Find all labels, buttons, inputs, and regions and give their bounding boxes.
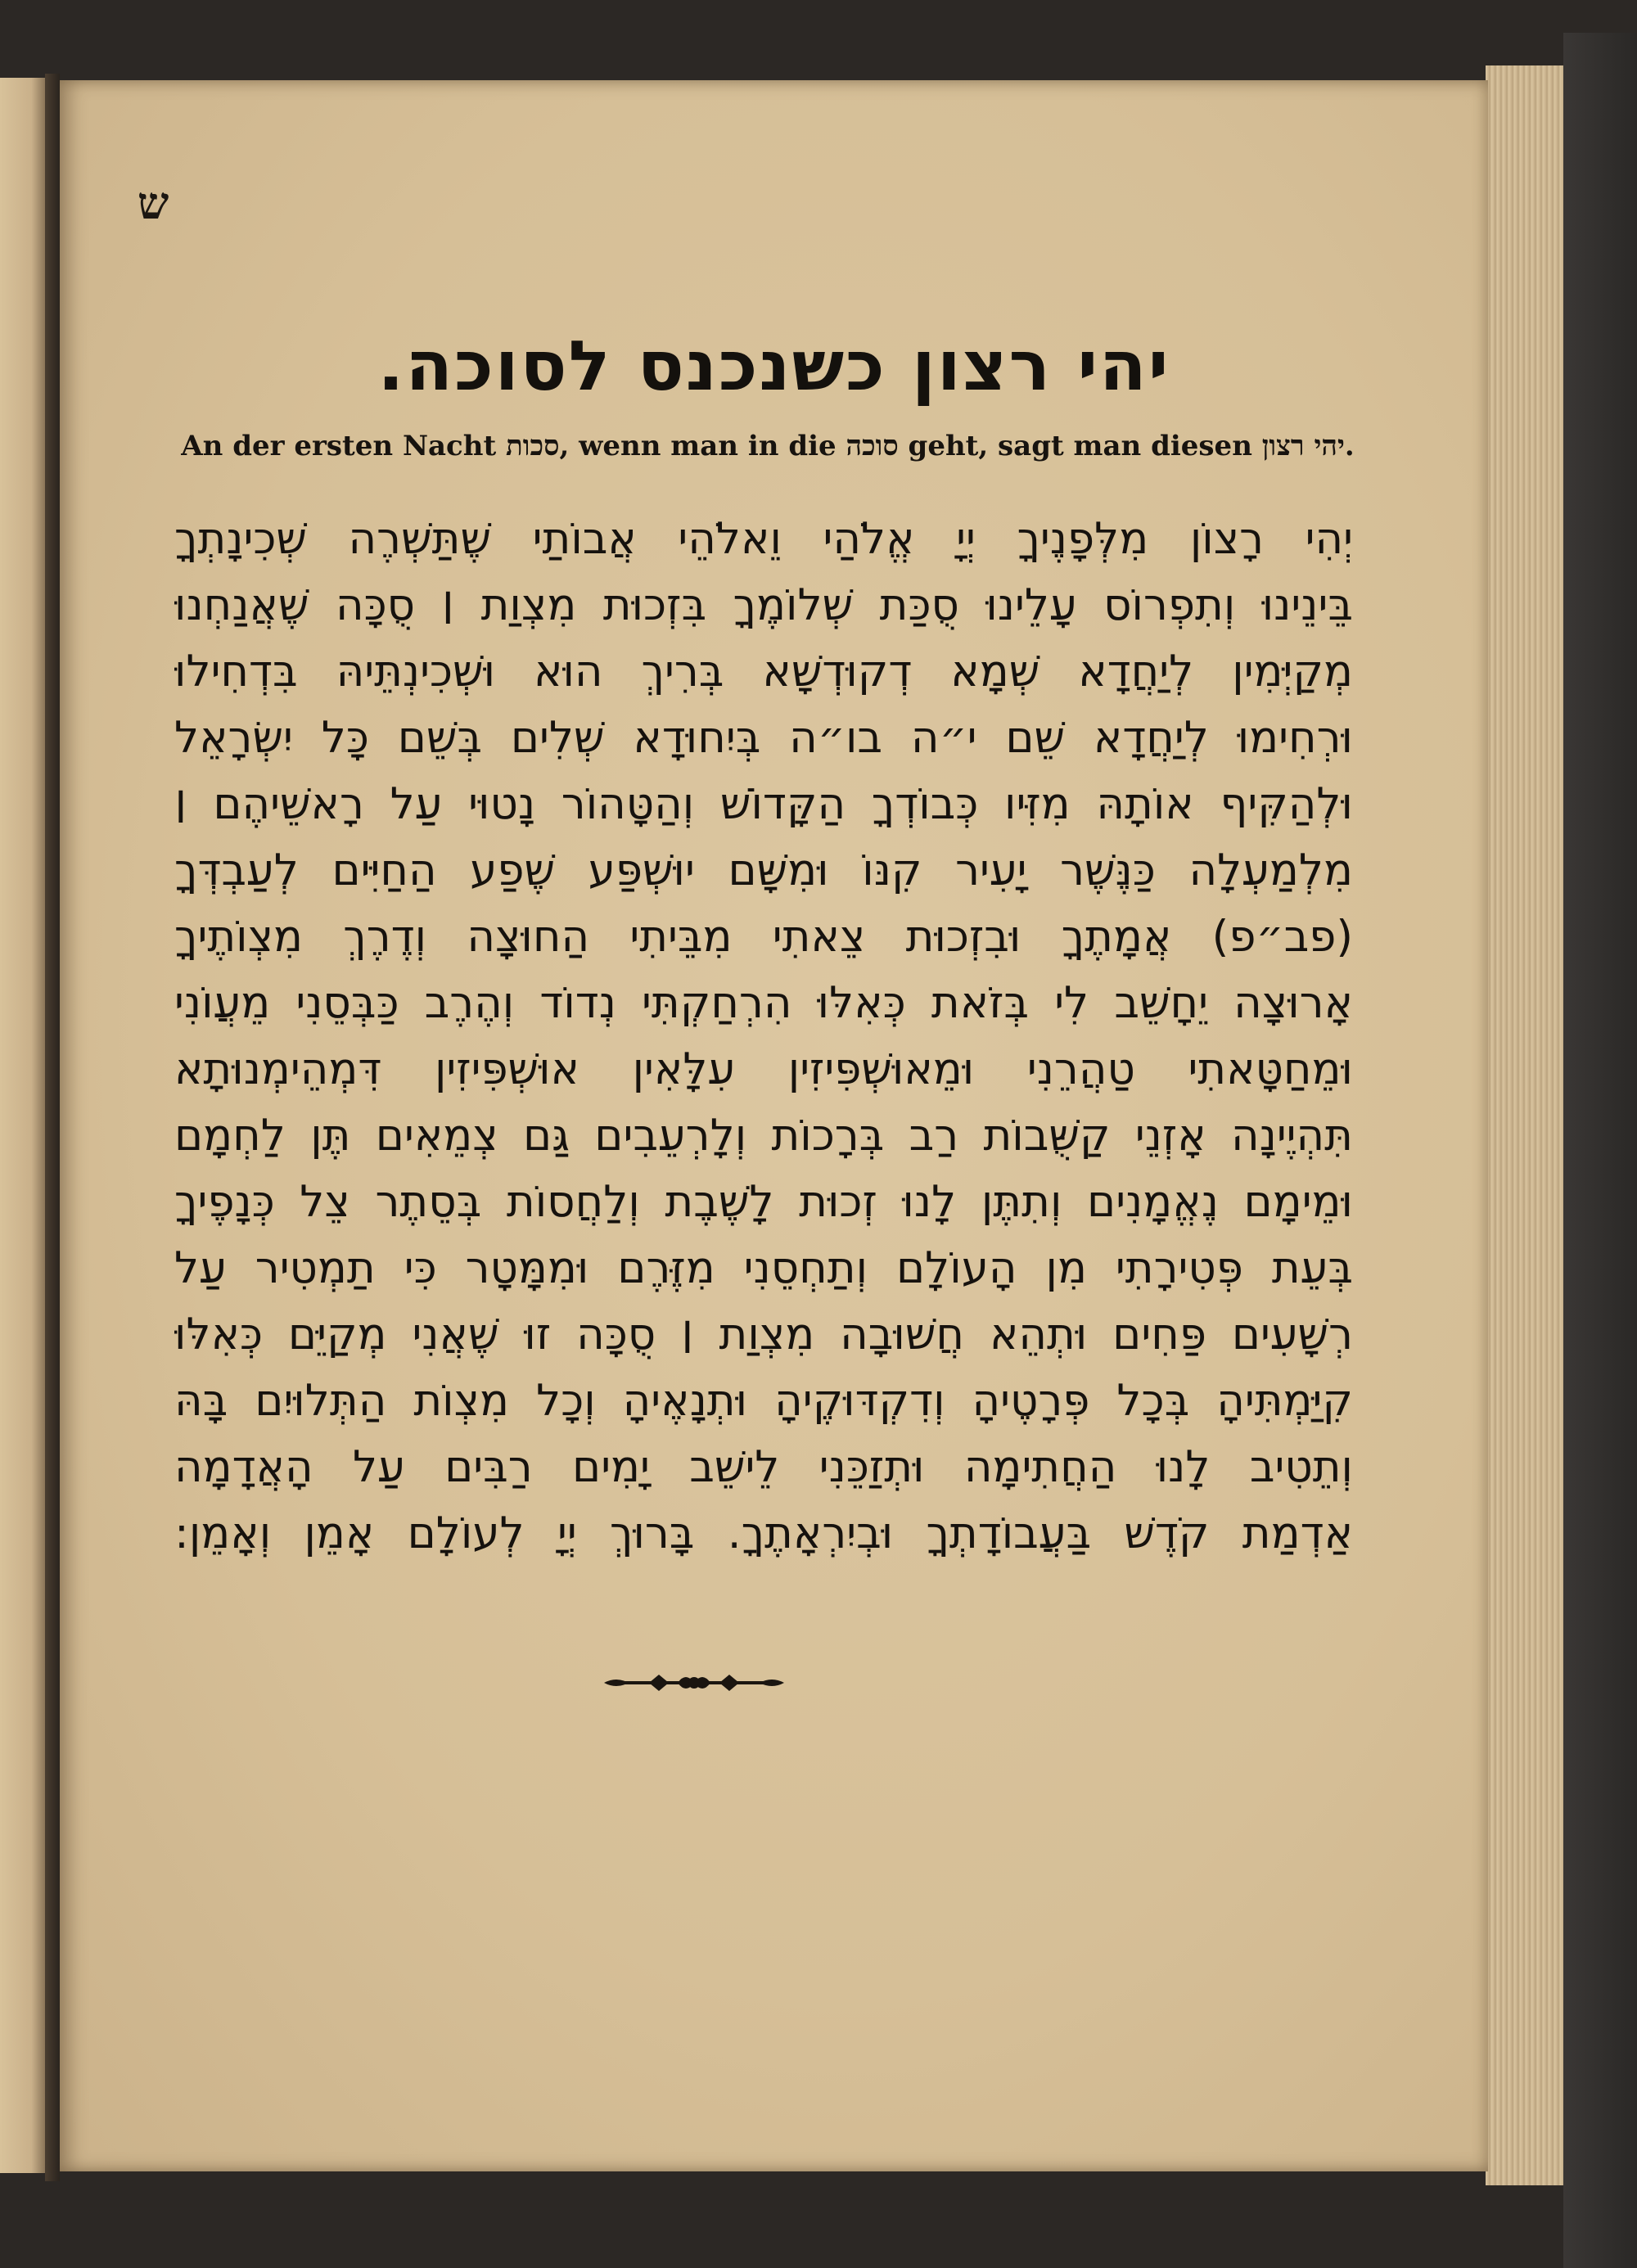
prayer-line: וּרְחִימוּ לְיַחֲדָא שֵׁם י״ה בו״ה בְּיִחוּדָא שְׁלִים בְּשֵׁם כָּל יִשְׂרָאֵל — [174, 713, 1353, 763]
prayer-line: רְשָׁעִים פַּחִים וּתְהֵא חֲשׁוּבָה מִצְוַת ׀ סֻכָּה זוּ שֶׁאֲנִי מְקַיֵּם כְּאִלּוּ — [174, 1310, 1353, 1359]
prayer-line: בְּעֵת פְּטִירָתִי מִן הָעוֹלָם וְתַחְסֵנִי מִזֶּרֶם וּמִמָּטָר כִּי תַמְטִיר עַל — [174, 1243, 1353, 1293]
decorative-ornament-icon — [600, 1666, 788, 1699]
prayer-line: (פב״פ) אֲמָתֶךָ וּבִזְכוּת צֵאתִי מִבֵּיתִי הַחוּצָה וְדֶרֶךְ מִצְוֹתֶיךָ — [174, 912, 1353, 962]
prayer-line: מִלְמַעְלָה כַּנֶּשֶׁר יָעִיר קִנּוֹ וּמִשָּׁם יוּשְׁפַּע שֶׁפַע הַחַיִּים לְעַבְדְּךָ — [174, 845, 1353, 895]
page-number: ש — [138, 177, 169, 229]
prayer-line: אָרוּצָה יֵחָשֵׁב לִי בְּזֹאת כְּאִלּוּ הִרְחַקְתִּי נְדוֹד וְהֶרֶב כַּבְּסֵנִי מֵעֲוֹנִי — [174, 978, 1353, 1028]
german-instruction: An der ersten Nacht סכות, wenn man in die סוכה geht, sagt man diesen יהי רצון. — [181, 430, 1355, 462]
prayer-line: וּלְהַקִּיף אוֹתָהּ מִזִּיו כְּבוֹדְךָ הַקָּדוֹשׁ וְהַטָּהוֹר נָטוּי עַל רָאשֵׁיהֶם ׀ — [174, 779, 1353, 829]
prayer-line: וְתֵטִיב לָנוּ הַחֲתִימָה וּתְזַכֵּנִי לֵישֵׁב יָמִים רַבִּים עַל הָאֲדָמָה — [174, 1442, 1353, 1492]
prayer-line: בֵּינֵינוּ וְתִפְרוֹס עָלֵינוּ סֻכַּת שְׁלוֹמֶךָ בִּזְכוּת מִצְוַת ׀ סֻכָּה שֶׁאֲנַחְנוּ — [174, 580, 1353, 630]
stacked-page-edges — [1486, 65, 1568, 2185]
prayer-line: מְקַיְּמִין לְיַחֲדָא שְׁמָא דְקוּדְשָׁא בְּרִיךְ הוּא וּשְׁכִינְתֵּיהּ בִּדְחִילוּ — [174, 647, 1353, 697]
book-cover-board — [1563, 33, 1637, 2268]
page-title: יהי רצון כשנכנס לסוכה. — [377, 326, 1170, 406]
prayer-line: וּמֵימָם נֶאֱמָנִים וְתִתֶּן לָנוּ זְכוּת לָשֶׁבֶת וְלַחֲסוֹת בְּסֵתֶר צֵל כְּנָפֶיךָ — [174, 1177, 1353, 1227]
prayer-line: יְהִי רָצוֹן מִלְּפָנֶיךָ יְיָ אֱלֹהַי וֵאלֹהֵי אֲבוֹתַי שֶׁתַּשְׁרֶה שְׁכִינָתְךָ — [174, 514, 1353, 564]
prayer-line: אַדְמַת קֹדֶשׁ בַּעֲבוֹדָתְךָ וּבְיִרְאָתֶךָ. בָּרוּךְ יְיָ לְעוֹלָם אָמֵן וְאָמֵן: — [174, 1508, 1353, 1558]
prayer-line: וּמֵחַטָּאתִי טַהֲרֵנִי וּמֵאוּשְׁפִּיזִין עִלָּאִין אוּשְׁפִּיזִין דִּמְהֵימְנוּתָא — [174, 1044, 1353, 1094]
prayer-text — [174, 506, 1353, 1567]
prayer-line: תִּהְיֶינָה אָזְנֵי קַשֻּׁבוֹת רַב בְּרָכוֹת וְלָרְעֵבִים גַּם צְמֵאִים תֶּן לַחְמָם — [174, 1111, 1353, 1161]
prayer-line: קִיַּמְתִּיהָ בְּכָל פְּרָטֶיהָ וְדִקְדּוּקֶיהָ וּתְנָאֶיהָ וְכָל מִצְוֹת הַתְּלוּיִם בָּהּ — [174, 1376, 1353, 1426]
book-page — [60, 80, 1488, 2171]
book-gutter — [45, 74, 60, 2181]
facing-page-edge — [0, 78, 45, 2173]
